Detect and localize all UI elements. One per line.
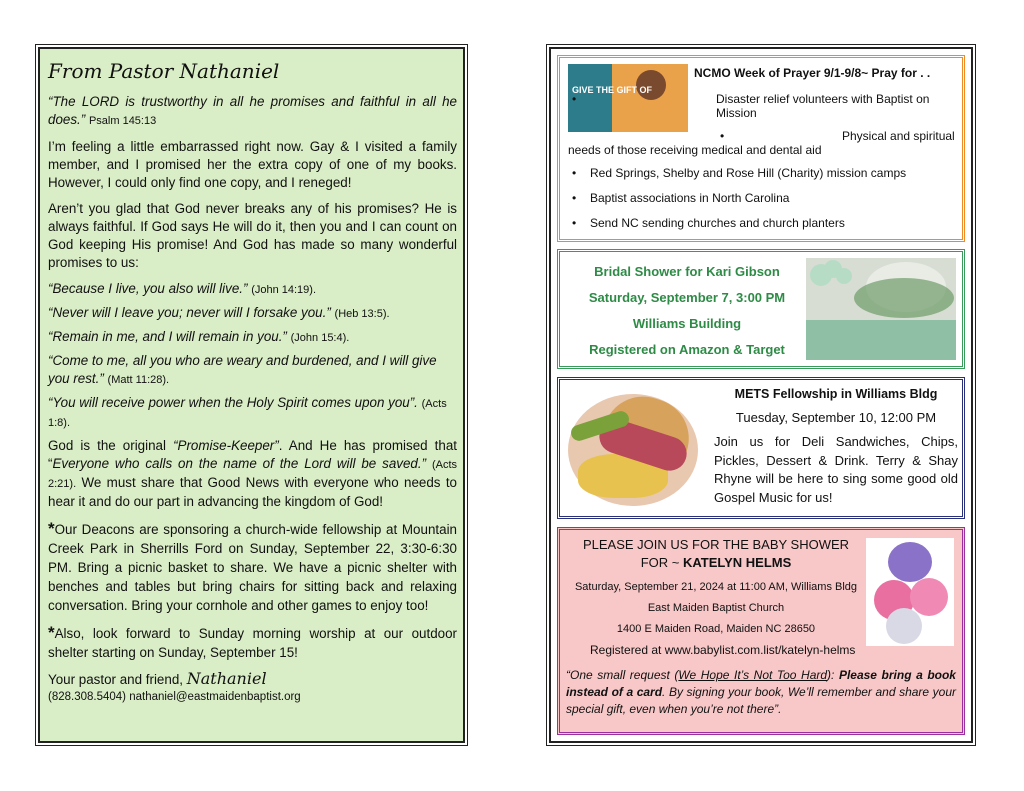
paragraph-promises: Aren’t you glad that God never breaks any of his promises? He is always faithful. If God says He will do it, then you and I can count on God keeping His promise! And God has made so many wonderful promises to us: — [48, 201, 457, 270]
deacons-text: Our Deacons are sponsoring a church-wide fellowship at Mountain Creek Park in Sherrills Ford on Sunday, September 22, 3:30-6:30 PM. Bring a picnic basket to share. We have a picnic shelter with benches and tables but bring chairs for sitting back and relaxing conversation. Bring your cornhole and other games to enjoy too! — [48, 522, 457, 613]
list-item: • Physical and spiritual needs of those receiving medical and dental aid — [568, 129, 956, 157]
ncmo-title: NCMO Week of Prayer 9/1-9/8~ Pray for . . — [694, 66, 931, 80]
verse-text: “Never will I leave you; never will I forsake you.” — [48, 305, 331, 320]
paragraph-promise-keeper — [48, 437, 457, 511]
verse-item — [48, 328, 457, 347]
note-e: . By signing your book, We’ll remember and share your special gift, even when you’re not there”. — [566, 685, 956, 716]
verse-ref: (John 14:19). — [251, 284, 317, 296]
list-item: • Red Springs, Shelby and Rose Hill (Charity) mission camps — [568, 166, 956, 180]
verse-text: “Come to me, all you who are weary and burdened, and I will give you rest.” — [48, 353, 437, 386]
verse-ref: (Matt 11:28). — [107, 374, 170, 386]
verse-text: “You will receive power when the Holy Spirit comes upon you”. — [48, 395, 418, 410]
bridal-shower-box — [557, 249, 965, 369]
opening-verse — [48, 93, 457, 130]
bridal-line-title: Bridal Shower for Kari Gibson — [594, 264, 780, 279]
list-item: • Baptist associations in North Carolina — [568, 191, 956, 205]
opening-verse-ref: Psalm 145:13 — [88, 115, 157, 127]
sandwich-image — [564, 384, 704, 512]
paragraph-embarrassed: I’m feeling a little embarrassed right now. Gay & I visited a family member, and I promised her the extra copy of one of my books. However, I could only find one copy, and I reneged! — [48, 139, 457, 190]
verse-ref: (Acts 1:8). — [48, 398, 447, 429]
verse-item — [48, 394, 457, 432]
note-a: “One small request ( — [566, 668, 679, 682]
pk-text-ref: (Acts 2:21). — [48, 459, 457, 490]
baby-heading-line2 — [566, 554, 866, 572]
contact-info: (828.308.5404) nathaniel@eastmaidenbaptist.org — [48, 691, 301, 703]
announcements-panel — [546, 44, 976, 746]
baby-shower-box — [557, 527, 965, 735]
baby-address: 1400 E Maiden Road, Maiden NC 28650 — [616, 623, 816, 635]
baby-registry: Registered at www.babylist.com.list/katelyn-helms — [590, 643, 856, 657]
baby-shower-heading — [566, 536, 866, 572]
verse-text: “Remain in me, and I will remain in you.” — [48, 329, 287, 344]
opening-verse-text: “The LORD is trustworthy in all he promises and faithful in all he does.” — [48, 94, 457, 127]
list-item: • Send NC sending churches and church planters — [568, 216, 956, 230]
mets-title: METS Fellowship in Williams Bldg — [734, 387, 938, 401]
baby-request-note — [566, 667, 956, 718]
paragraph-deacons — [48, 519, 457, 615]
mets-description: Join us for Deli Sandwiches, Chips, Pickles, Dessert & Drink. Terry & Shay Rhyne will be here to sing some good old Gospel Music for us! — [714, 434, 958, 505]
paragraph-outdoor — [48, 623, 457, 662]
ncmo-prayer-list — [568, 92, 956, 230]
verse-item — [48, 352, 457, 389]
bridal-line-location: Williams Building — [632, 316, 742, 331]
verse-text: “Because I live, you also will live.” — [48, 281, 248, 296]
announcements-body — [549, 47, 973, 743]
verse-ref: (Heb 13:5). — [334, 308, 390, 320]
closing-line — [48, 670, 457, 689]
pk-text-f: We must share that Good News with everyone who needs to hear it and do our part in advancing the kingdom of God! — [48, 475, 457, 509]
note-b: We Hope It’s Not Too Hard — [678, 668, 828, 682]
pk-text-b: “Promise-Keeper” — [173, 438, 279, 453]
bridal-line-date: Saturday, September 7, 3:00 PM — [588, 290, 786, 305]
baby-honoree-name: KATELYN HELMS — [682, 555, 792, 570]
ncmo-prayer-box — [557, 55, 965, 242]
pk-text-d: Everyone who calls on the name of the Lord will be saved.” — [52, 456, 427, 471]
pk-text-c: . And He has promised that “ — [48, 438, 457, 471]
note-c: ): — [827, 668, 839, 682]
mets-fellowship-box — [557, 377, 965, 519]
mets-date: Tuesday, September 10, 12:00 PM — [735, 410, 937, 425]
star-bullet: * — [48, 519, 55, 538]
verse-item — [48, 304, 457, 323]
pk-text-a: God is the original — [48, 438, 166, 453]
bridal-line-registry: Registered on Amazon & Target — [589, 342, 785, 357]
baby-church: East Maiden Baptist Church — [647, 602, 785, 614]
closing-text: Your pastor and friend, — [48, 672, 183, 687]
outdoor-text: Also, look forward to Sunday morning worship at our outdoor shelter starting on Sunday, September 15! — [48, 626, 457, 660]
bridal-table-image — [806, 258, 956, 360]
pastor-letter-panel — [35, 44, 468, 746]
bridal-shower-text — [568, 258, 806, 360]
star-bullet: * — [48, 623, 55, 642]
list-item: • Disaster relief volunteers with Baptist on Mission — [568, 92, 956, 120]
pastor-letter-title: From Pastor Nathaniel — [48, 59, 280, 83]
verse-ref: (John 15:4). — [290, 332, 350, 344]
signature: Nathaniel — [186, 669, 267, 688]
elephant-balloons-image — [866, 538, 954, 646]
baby-heading-for: FOR ~ — [640, 555, 683, 570]
pastor-letter-body — [38, 47, 465, 743]
baby-date: Saturday, September 21, 2024 at 11:00 AM, Williams Bldg — [574, 581, 858, 593]
mets-text — [704, 384, 958, 512]
note-d: Please bring a book instead of a card — [566, 668, 956, 699]
ncmo-image-text: GIVE THE GIFT OF — [572, 85, 653, 95]
verse-item — [48, 280, 457, 299]
baby-heading-line1: PLEASE JOIN US FOR THE BABY SHOWER — [582, 537, 850, 552]
